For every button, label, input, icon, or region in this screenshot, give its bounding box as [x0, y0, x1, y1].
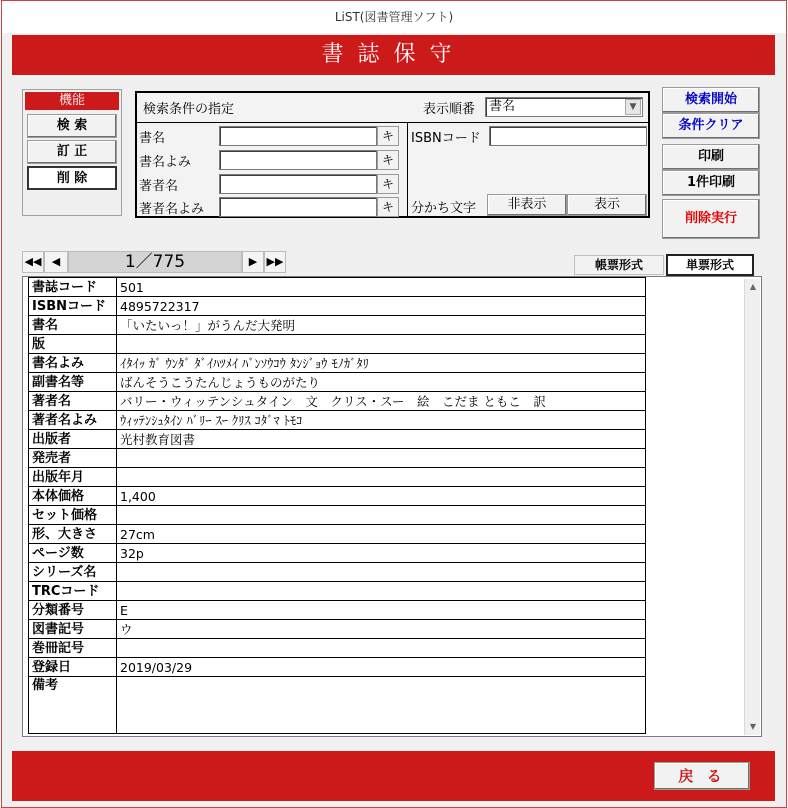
window-title: LiST(図書管理ソフト) [2, 1, 786, 33]
field-label: 著者名 [29, 392, 117, 411]
field-label: 著者名よみ [29, 411, 117, 430]
table-row [29, 544, 646, 563]
last-record-icon[interactable]: ▶▶ [264, 251, 286, 273]
table-row [29, 297, 646, 316]
table-row [29, 449, 646, 468]
scroll-up-icon[interactable]: ▲ [749, 282, 757, 291]
first-record-icon[interactable]: ◀◀ [22, 251, 44, 273]
table-row [29, 316, 646, 335]
function-panel-title: 機能 [25, 92, 119, 110]
field-label: 登録日 [29, 658, 117, 677]
table-row [29, 525, 646, 544]
wakachi-show-button[interactable]: 表示 [567, 194, 647, 216]
field-label: 書誌コード [29, 278, 117, 297]
table-row [29, 506, 646, 525]
field-value[interactable]: ばんそうこうたんじょうものがたり [117, 373, 646, 392]
author-keyboard-button[interactable]: キ [377, 174, 399, 194]
prev-record-icon[interactable]: ◀ [44, 251, 68, 273]
record-detail [22, 276, 762, 737]
field-label: 形、大きさ [29, 525, 117, 544]
field-label: 備考 [29, 677, 117, 734]
clear-conditions-button[interactable]: 条件クリア [662, 113, 760, 139]
isbn-input[interactable] [489, 126, 647, 146]
field-value[interactable] [117, 449, 646, 468]
field-value[interactable]: 1,400 [117, 487, 646, 506]
delete-mode-button[interactable]: 削 除 [27, 166, 117, 190]
author-reading-keyboard-button[interactable]: キ [377, 197, 399, 217]
field-value[interactable]: バリー・ウィッテンシュタイン 文 クリス・スー 絵 こだま ともこ 訳 [117, 392, 646, 411]
field-value[interactable]: E [117, 601, 646, 620]
order-label: 表示順番 [423, 102, 476, 117]
field-value[interactable]: ｲﾀｲｯ ｶﾞ ｳﾝﾀﾞ ﾀﾞｲﾊﾂﾒｲ ﾊﾞﾝｿｳｺｳ ﾀﾝｼﾞｮｳ ﾓﾉｶﾞﾀﾘ [117, 354, 646, 373]
table-row [29, 392, 646, 411]
page-title: 書誌保守 [12, 35, 775, 75]
field-label: 巻冊記号 [29, 639, 117, 658]
table-row [29, 354, 646, 373]
field-label: 図書記号 [29, 620, 117, 639]
search-panel-title: 検索条件の指定 [143, 102, 235, 117]
isbn-field-label: ISBNコード [411, 131, 481, 146]
field-label: 出版年月 [29, 468, 117, 487]
vertical-scrollbar[interactable] [744, 279, 760, 735]
field-value[interactable]: 光村教育図書 [117, 430, 646, 449]
record-table [28, 277, 646, 734]
table-row [29, 582, 646, 601]
table-row [29, 373, 646, 392]
field-value[interactable] [117, 506, 646, 525]
field-value[interactable] [117, 677, 646, 734]
search-conditions-panel [135, 91, 650, 218]
function-panel [22, 89, 122, 216]
title-reading-field-label: 書名よみ [139, 155, 192, 170]
table-row [29, 658, 646, 677]
table-row [29, 278, 646, 297]
table-row [29, 620, 646, 639]
title-input[interactable] [219, 126, 377, 146]
field-value[interactable]: ウ [117, 620, 646, 639]
start-search-button[interactable]: 検索開始 [662, 87, 760, 113]
field-value[interactable]: 501 [117, 278, 646, 297]
table-row [29, 335, 646, 354]
order-select-value: 書名 [489, 99, 516, 114]
field-label: 発売者 [29, 449, 117, 468]
tab-single-view[interactable]: 単票形式 [666, 254, 754, 276]
table-row [29, 563, 646, 582]
field-label: ISBNコード [29, 297, 117, 316]
delete-execute-button[interactable]: 削除実行 [662, 199, 760, 239]
scroll-down-icon[interactable]: ▼ [749, 722, 757, 731]
title-keyboard-button[interactable]: キ [377, 126, 399, 146]
record-position: 1／775 [68, 251, 242, 273]
field-label: セット価格 [29, 506, 117, 525]
field-label: ページ数 [29, 544, 117, 563]
field-label: 出版者 [29, 430, 117, 449]
field-value[interactable]: 32p [117, 544, 646, 563]
field-value[interactable] [117, 582, 646, 601]
field-label: TRCコード [29, 582, 117, 601]
wakachi-hide-button[interactable]: 非表示 [487, 194, 567, 216]
print-button[interactable]: 印刷 [662, 144, 760, 170]
field-value[interactable] [117, 468, 646, 487]
footer-band [12, 751, 775, 801]
field-label: 分類番号 [29, 601, 117, 620]
field-label: 副書名等 [29, 373, 117, 392]
field-label: 版 [29, 335, 117, 354]
order-select[interactable] [485, 97, 643, 117]
field-label: 書名 [29, 316, 117, 335]
print-one-button[interactable]: 1件印刷 [662, 170, 760, 196]
title-reading-keyboard-button[interactable]: キ [377, 150, 399, 170]
next-record-icon[interactable]: ▶ [242, 251, 264, 273]
table-row [29, 430, 646, 449]
field-label: 書名よみ [29, 354, 117, 373]
author-reading-field-label: 著者名よみ [139, 202, 205, 217]
field-value[interactable]: 4895722317 [117, 297, 646, 316]
table-row [29, 677, 646, 734]
table-row [29, 468, 646, 487]
table-row [29, 487, 646, 506]
field-value[interactable]: 「いたいっ！」がうんだ大発明 [117, 316, 646, 335]
title-reading-input[interactable] [219, 150, 377, 170]
author-field-label: 著者名 [139, 179, 179, 194]
table-row [29, 411, 646, 430]
correct-mode-button[interactable]: 訂 正 [27, 140, 117, 164]
search-mode-button[interactable]: 検 索 [27, 114, 117, 138]
tab-form-view[interactable]: 帳票形式 [574, 255, 664, 275]
table-row [29, 639, 646, 658]
field-label: 本体価格 [29, 487, 117, 506]
back-button[interactable]: 戻 る [654, 762, 750, 790]
wakachi-label: 分かち文字 [411, 201, 477, 216]
field-value[interactable] [117, 335, 646, 354]
field-value[interactable] [117, 563, 646, 582]
field-label: シリーズ名 [29, 563, 117, 582]
field-value[interactable] [117, 639, 646, 658]
field-value[interactable]: 2019/03/29 [117, 658, 646, 677]
app-window [1, 0, 787, 808]
field-value[interactable]: 27cm [117, 525, 646, 544]
title-field-label: 書名 [139, 131, 166, 146]
chevron-down-icon[interactable]: ▼ [625, 99, 641, 115]
table-row [29, 601, 646, 620]
author-input[interactable] [219, 174, 377, 194]
author-reading-input[interactable] [219, 197, 377, 217]
field-value[interactable]: ｳｨｯﾃﾝｼｭﾀｲﾝ ﾊﾞﾘｰ ｽｰ ｸﾘｽ ｺﾀﾞﾏ ﾄﾓｺ [117, 411, 646, 430]
